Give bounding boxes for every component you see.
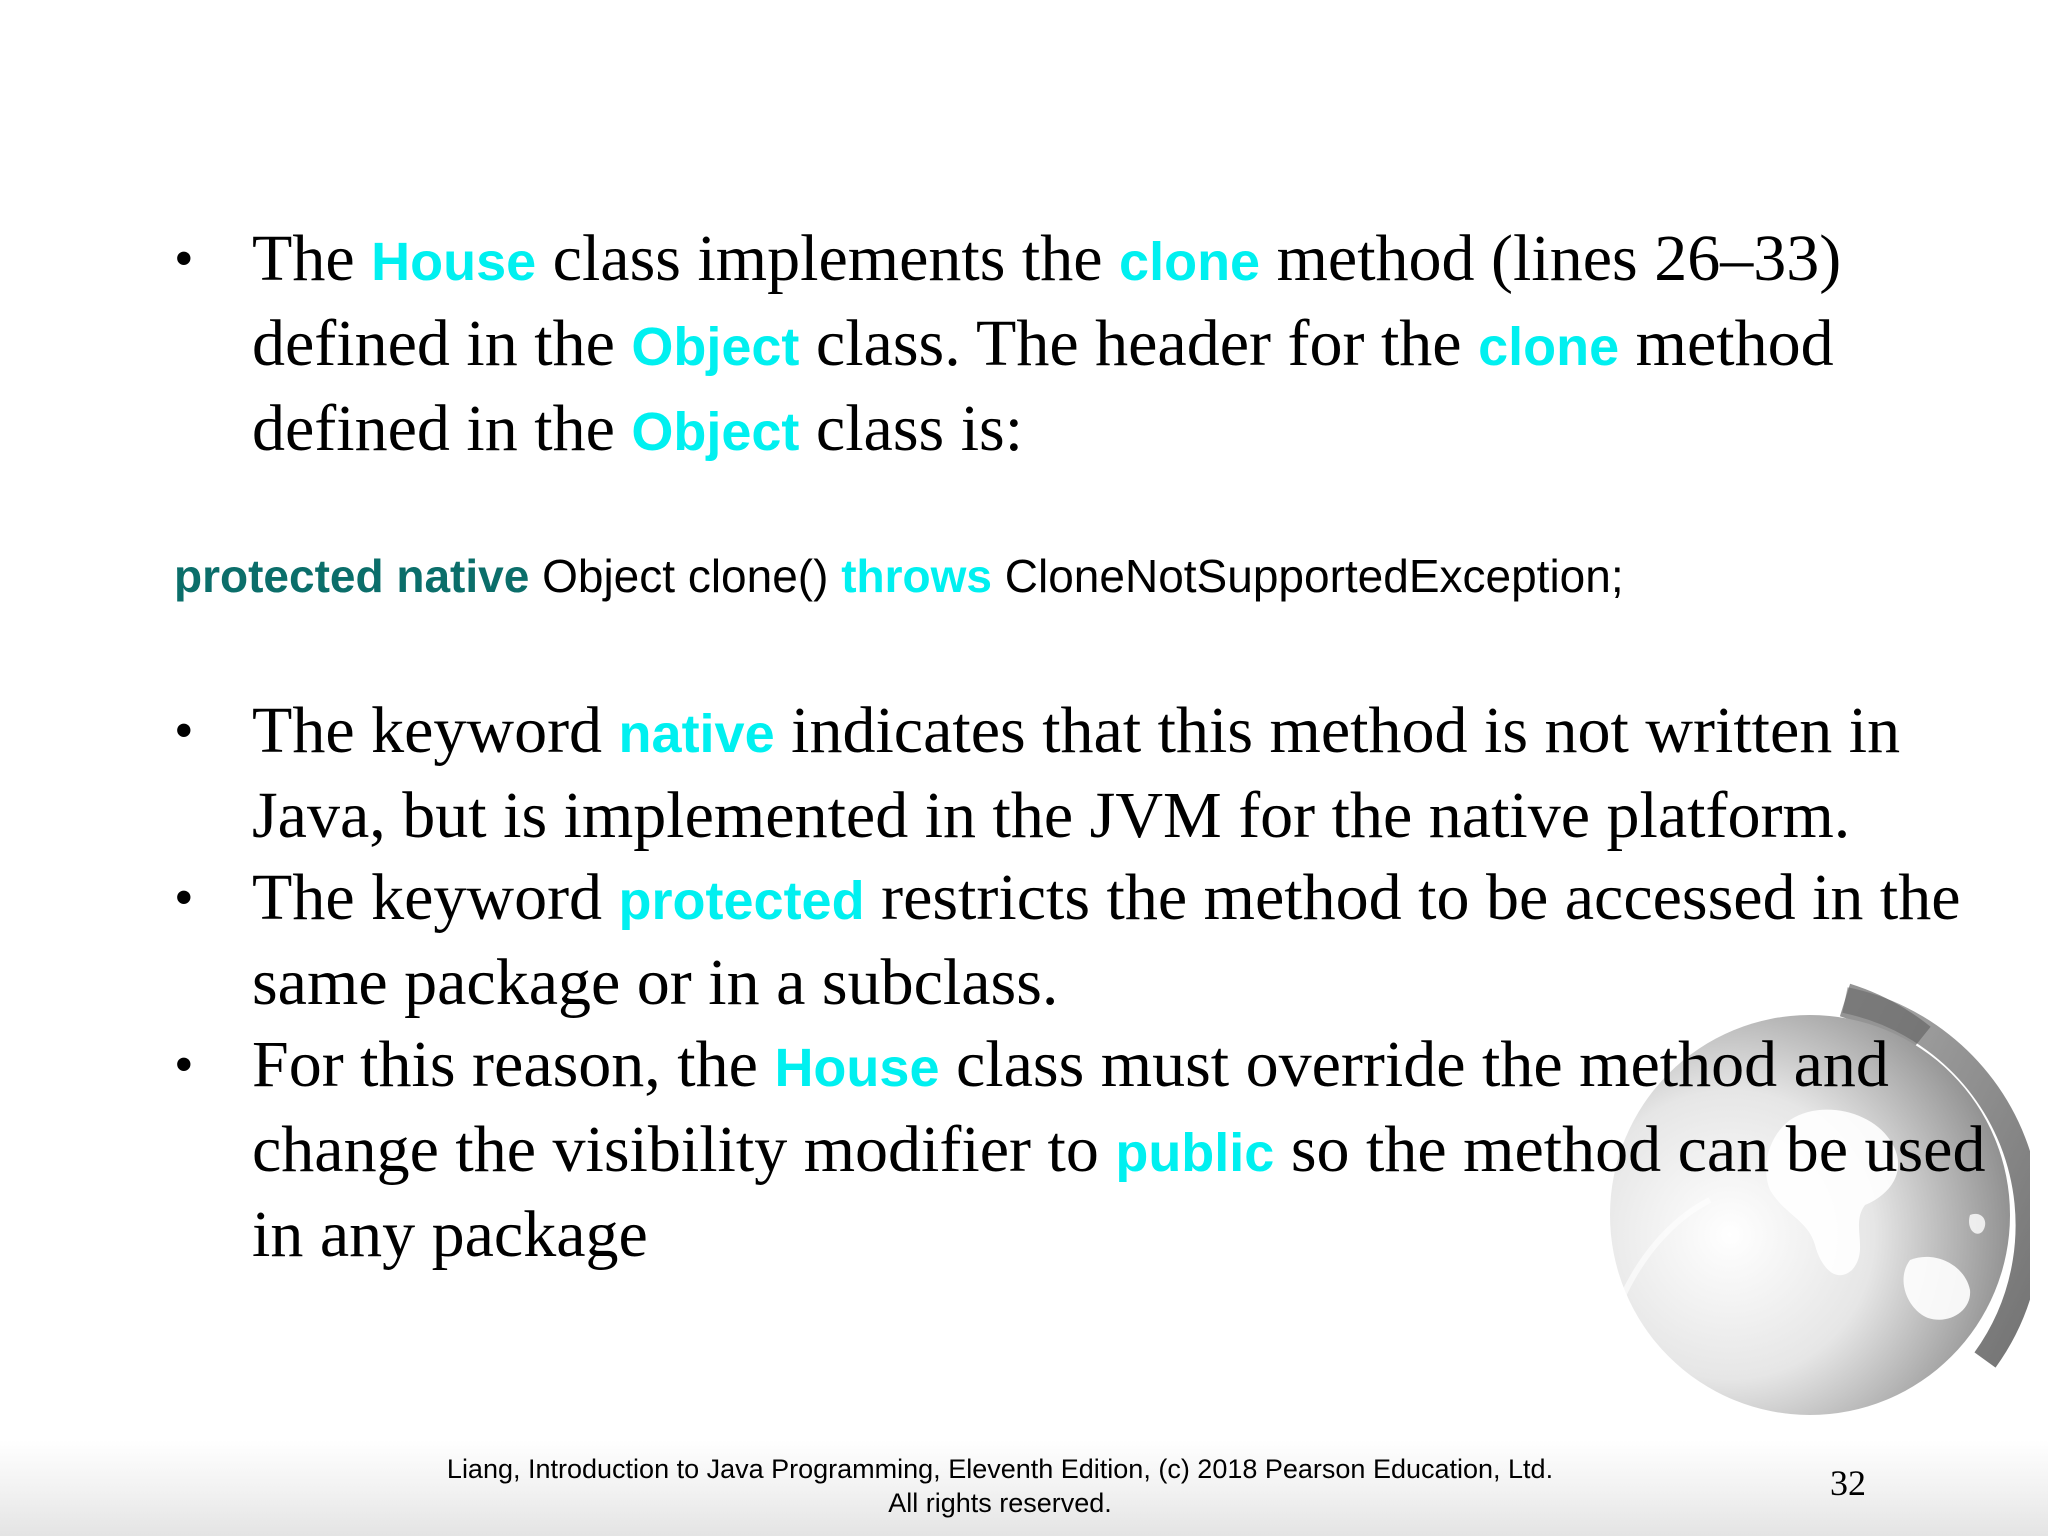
bullet-text: class implements the [536,222,1120,295]
keyword-native: native [618,704,775,764]
bullet-text: method defined in the [252,307,1834,465]
code-method-header [174,548,1624,604]
keyword-object: Object [631,402,800,462]
bullet-list-top [174,218,2004,473]
code-text: CloneNotSupportedException; [992,550,1624,602]
bullet-text: The [252,222,372,295]
footer-line-2: All rights reserved. [888,1488,1112,1518]
page-number: 32 [1830,1463,1866,1503]
bullet-override-public [174,1024,2004,1276]
keyword-clone: clone [1119,232,1261,292]
bullet-protected-keyword [174,857,2004,1024]
bullet-text: class must override the method and change the visibility modifier to [252,1028,1889,1186]
keyword-public: public [1115,1123,1275,1183]
keyword-clone: clone [1478,317,1620,377]
footer-copyright [0,1452,2000,1520]
bullet-text: method (lines 26–33) defined in the [252,222,1842,380]
code-text: Object clone() [529,550,842,602]
bullet-native-keyword [174,690,2004,857]
footer-line-1: Liang, Introduction to Java Programming, Eleventh Edition, (c) 2018 Pearson Education, Ltd. [446,1454,1554,1484]
bullet-text: indicates that this method is not written in Java, but is implemented in the JVM for the native platform. [252,694,1901,852]
keyword-protected: protected [618,871,865,931]
bullet-text: class. The header for the [799,307,1479,380]
keyword-house: House [371,232,537,292]
bullet-text: so the method can be used in any package [252,1113,1986,1271]
bullet-text: The keyword [252,694,619,767]
code-keyword-throws: throws [841,550,992,602]
bullet-list-bottom [174,690,2004,1276]
bullet-text: For this reason, the [252,1028,775,1101]
keyword-house: House [774,1038,940,1098]
bullet-text: class is: [799,392,1024,465]
code-keyword-protected-native: protected native [174,550,530,602]
bullet-text: The keyword [252,861,619,934]
keyword-object: Object [631,317,800,377]
bullet-clone-method [174,218,2004,473]
bullet-text: restricts the method to be accessed in the same package or in a subclass. [252,861,1961,1019]
